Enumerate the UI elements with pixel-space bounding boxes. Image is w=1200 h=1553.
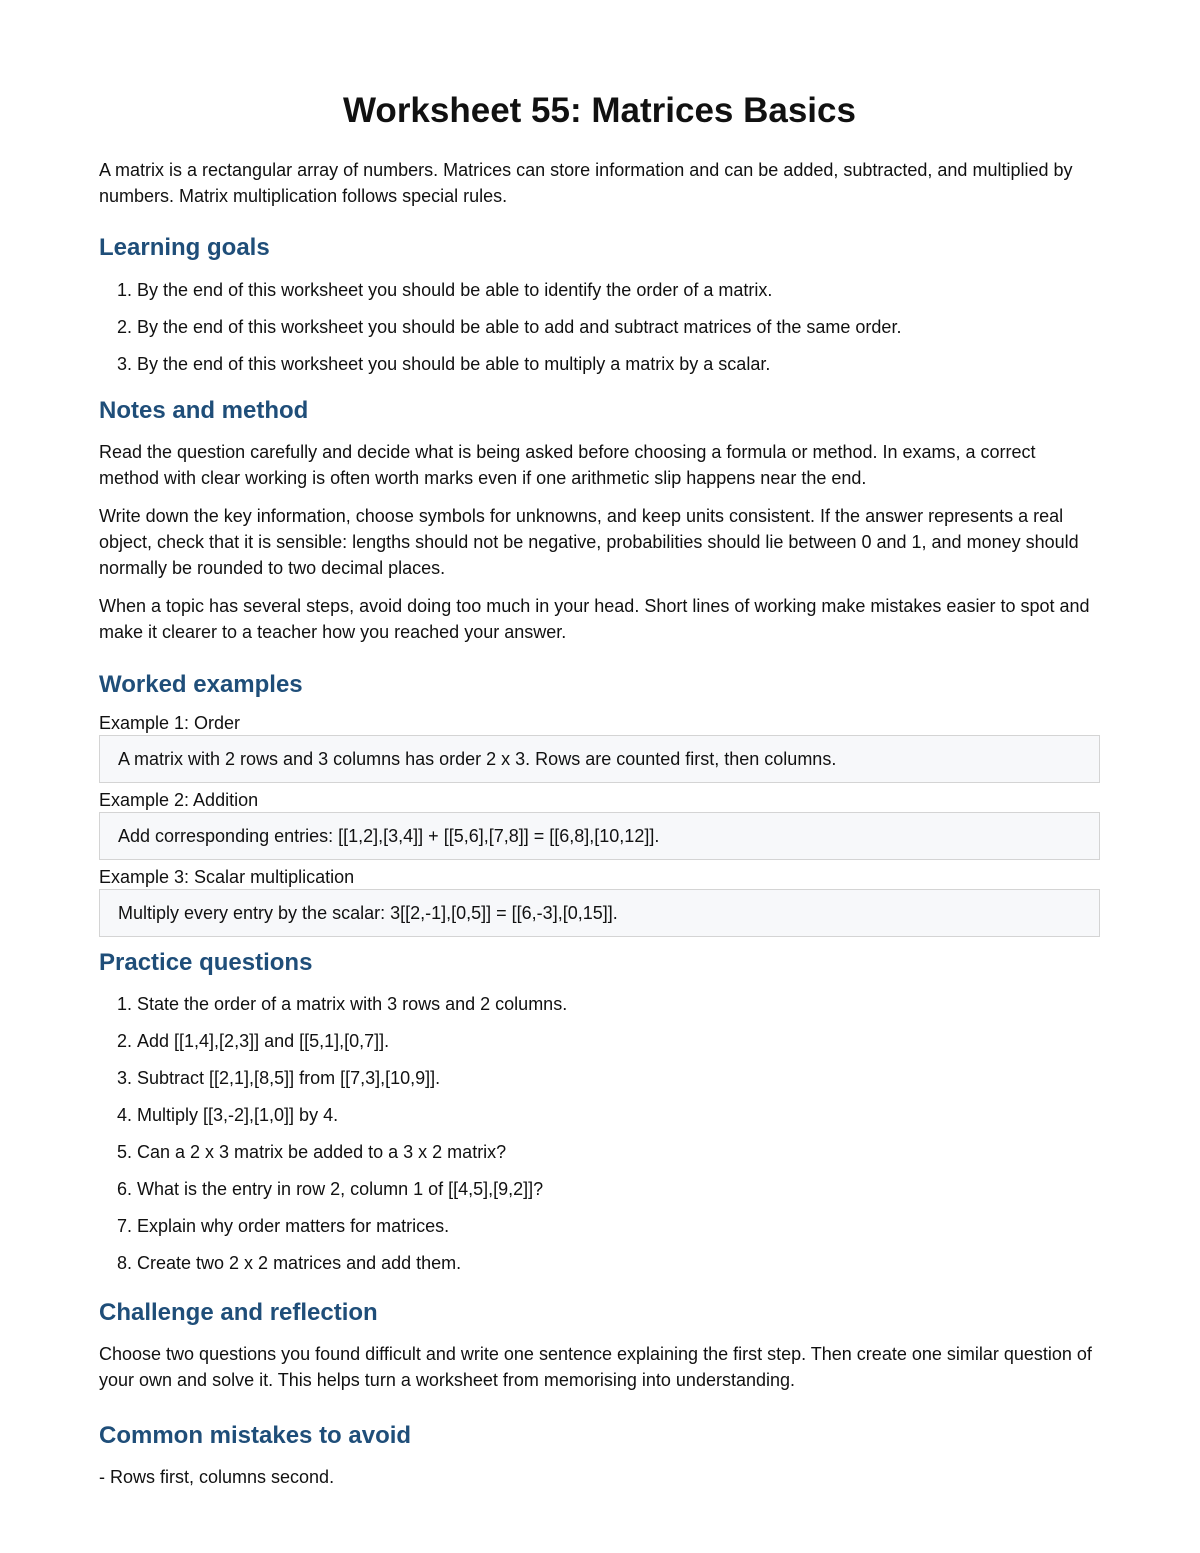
mistakes-heading: Common mistakes to avoid <box>99 1422 412 1449</box>
example-label: Example 1: Order <box>99 713 241 733</box>
challenge-section <box>99 1341 1100 1393</box>
learning-goals-heading: Learning goals <box>99 234 270 261</box>
learning-goal-item: 1. By the end of this worksheet you should be able to identify the order of a matrix. <box>137 277 1100 303</box>
page-title: Worksheet 55: Matrices Basics <box>343 91 856 130</box>
notes-paragraph: Write down the key information, choose symbols for unknowns, and keep units consistent. If the answer represents a real object, check that it is sensible: lengths should not be negative, probabilities should lie between 0 and 1, and money should normally be rounded to two decimal places. <box>99 506 1079 578</box>
practice-question: 5. Can a 2 x 3 matrix be added to a 3 x 2 matrix? <box>137 1139 1100 1165</box>
mistakes-item: - Rows first, columns second. <box>99 1467 335 1487</box>
example-box: A matrix with 2 rows and 3 columns has order 2 x 3. Rows are counted first, then columns. <box>99 735 1100 783</box>
notes-paragraph: Read the question carefully and decide what is being asked before choosing a formula or method. In exams, a correct method with clear working is often worth marks even if one arithmetic slip happens near the end. <box>99 442 1036 488</box>
practice-question: 1. State the order of a matrix with 3 rows and 2 columns. <box>137 991 1100 1017</box>
worked-examples-heading: Worked examples <box>99 671 303 698</box>
practice-question: 3. Subtract [[2,1],[8,5]] from [[7,3],[10,9]]. <box>137 1065 1100 1091</box>
example-label: Example 3: Scalar multiplication <box>99 867 355 887</box>
practice-question: 2. Add [[1,4],[2,3]] and [[5,1],[0,7]]. <box>137 1028 1100 1054</box>
example-box: Add corresponding entries: [[1,2],[3,4]] + [[5,6],[7,8]] = [[6,8],[10,12]]. <box>99 812 1100 860</box>
notes-section <box>99 439 1100 645</box>
practice-question: 7. Explain why order matters for matrices. <box>137 1213 1100 1239</box>
learning-goal-item: 3. By the end of this worksheet you should be able to multiply a matrix by a scalar. <box>137 351 1100 377</box>
practice-heading: Practice questions <box>99 949 313 976</box>
notes-paragraph: When a topic has several steps, avoid doing too much in your head. Short lines of working make mistakes easier to spot and make it clearer to a teacher how you reached your answer. <box>99 596 1090 642</box>
notes-heading: Notes and method <box>99 397 309 424</box>
learning-goal-item: 2. By the end of this worksheet you should be able to add and subtract matrices of the same order. <box>137 314 1100 340</box>
practice-list <box>99 991 1100 1276</box>
intro-paragraph: A matrix is a rectangular array of numbers. Matrices can store information and can be added, subtracted, and multiplied by numbers. Matrix multiplication follows special rules. <box>99 160 1073 206</box>
practice-question: 8. Create two 2 x 2 matrices and add them. <box>137 1250 1100 1276</box>
learning-goals-list <box>99 277 1100 377</box>
challenge-heading: Challenge and reflection <box>99 1299 378 1326</box>
worked-examples-section <box>99 711 1100 937</box>
example-label: Example 2: Addition <box>99 790 259 810</box>
example-box: Multiply every entry by the scalar: 3[[2,-1],[0,5]] = [[6,-3],[0,15]]. <box>99 889 1100 937</box>
challenge-paragraph: Choose two questions you found difficult and write one sentence explaining the first step. Then create one similar question of your own and solve it. This helps turn a worksheet from memorising into understanding. <box>99 1344 1092 1390</box>
practice-question: 6. What is the entry in row 2, column 1 of [[4,5],[9,2]]? <box>137 1176 1100 1202</box>
practice-question: 4. Multiply [[3,-2],[1,0]] by 4. <box>137 1102 1100 1128</box>
